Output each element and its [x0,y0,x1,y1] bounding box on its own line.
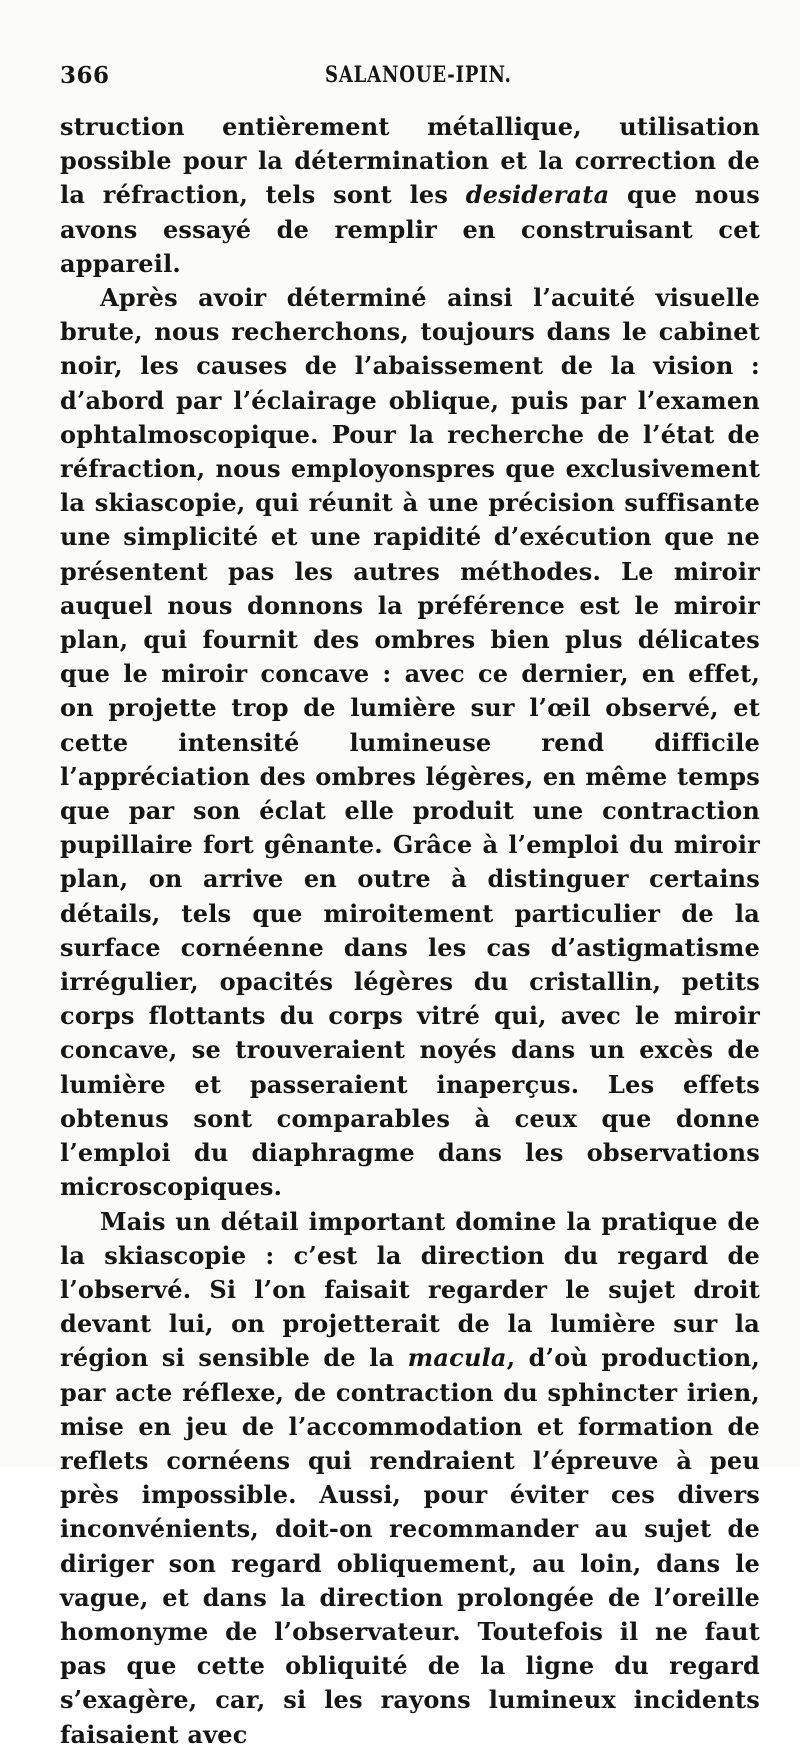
paragraph-1-text-a: struction entièrement métallique, utilisation possible pour la détermination et la correction de la réfraction, tels sont les [60,112,760,210]
paragraph-2: Après avoir déterminé ainsi l’acuité visuelle brute, nous recherchons, toujours dans le cabinet noir, les causes de l’abaissement de la vision : d’abord par l’éclairage oblique, puis par l’examen ophtalmoscopique. Pour la recherche de l’état de réfraction, nous employonspres que exclusivement la skiascopie, qui réunit à une précision suffisante une simplicité et une rapidité d’exécution que ne présentent pas les autres méthodes. Le miroir auquel nous donnons la préférence est le miroir plan, qui fournit des ombres bien plus délicates que le miroir concave : avec ce dernier, en effet, on projette trop de lumière sur l’œil observé, et cette intensité lumineuse rend difficile l’appréciation des ombres légères, en même temps que par son éclat elle produit une contraction pupillaire fort gênante. Grâce à l’emploi du miroir plan, on arrive en outre à distinguer certains détails, tels que miroitement particulier de la surface cornéenne dans les cas d’astigmatisme irrégulier, opacités légères du cristallin, petits corps flottants du corps vitré qui, avec le miroir concave, se trouveraient noyés dans un excès de lumière et passeraient inaperçus. Les effets obtenus sont comparables à ceux que donne l’emploi du diaphragme dans les observations microscopiques. [60,283,760,1202]
paragraph-1 [60,110,760,281]
paragraph-3-text-a: Mais un détail important domine la pratique de la skiascopie : c’est la direction du regard de l’observé. Si l’on faisait regarder le sujet droit devant lui, on projetterait de la lumière sur la région si sensible de la [60,1206,760,1373]
paragraph-3-text-b: , d’où production, par acte réflexe, de contraction du sphincter irien, mise en jeu de l’accommodation et formation de reflets cornéens qui rendraient l’épreuve à peu près impossible. Aussi, pour éviter ces divers inconvénients, doit-on recommander au sujet de diriger son regard obliquement, au loin, dans le vague, et dans la direction prolongée de l’oreille homonyme de l’observateur. Toutefois il ne faut pas que cette obliquité de la ligne du regard s’exagère, car, si les rayons lumineux incidents faisaient avec [60,1343,760,1749]
italic-term-macula: macula [407,1343,507,1373]
page-number: 366 [60,62,110,89]
paragraph-3 [60,1205,760,1752]
running-head: SALANOUE-IPIN. [325,62,512,88]
body-text [60,110,760,1752]
italic-term-desiderata: desiderata [465,180,610,210]
paragraph-1-text-b: que nous avons essayé de remplir en construisant cet appareil. [60,180,760,278]
page-header [60,62,760,102]
